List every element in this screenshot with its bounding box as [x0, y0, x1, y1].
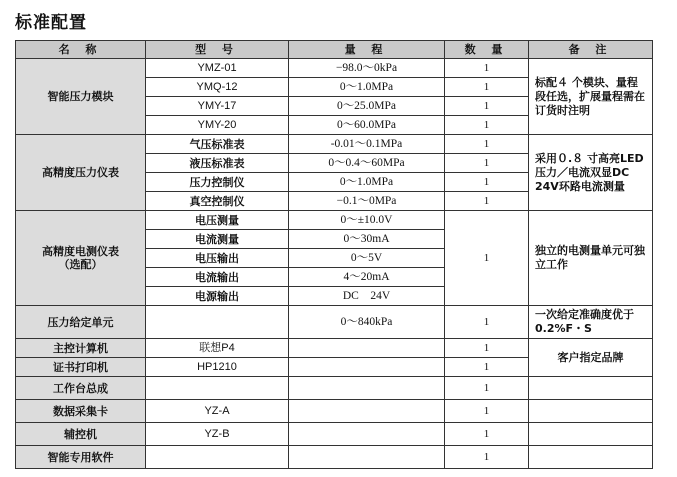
table-row	[16, 339, 653, 358]
table-row	[16, 306, 653, 339]
page-title: 标准配置	[15, 13, 87, 33]
model-cell: 电压输出	[146, 249, 289, 268]
quantity-cell: 1	[445, 78, 529, 97]
range-cell: -0.01～0.1MPa	[289, 135, 445, 154]
header-quantity: 数 量	[445, 41, 529, 59]
header-note: 备 注	[529, 41, 653, 59]
header-range: 量 程	[289, 41, 445, 59]
range-cell: 4～20mA	[289, 268, 445, 287]
model-cell: 压力控制仪	[146, 173, 289, 192]
range-cell	[289, 339, 445, 358]
note-cell: 一次给定准确度优于0.2%F・S	[529, 306, 653, 339]
range-cell: 0～25.0MPa	[289, 97, 445, 116]
quantity-cell: 1	[445, 116, 529, 135]
category-cell: 工作台总成	[16, 377, 146, 400]
header-model: 型 号	[146, 41, 289, 59]
range-cell: −0.1～0MPa	[289, 192, 445, 211]
model-cell: 液压标准表	[146, 154, 289, 173]
quantity-cell: 1	[445, 377, 529, 400]
model-cell: YZ-A	[146, 400, 289, 423]
category-name: 高精度电测仪表	[42, 245, 119, 258]
model-cell: YMY-20	[146, 116, 289, 135]
range-cell: −98.0～0kPa	[289, 59, 445, 78]
range-cell: 0～1.0MPa	[289, 173, 445, 192]
model-cell	[146, 446, 289, 469]
range-cell	[289, 446, 445, 469]
model-cell: 气压标准表	[146, 135, 289, 154]
range-cell: 0～5V	[289, 249, 445, 268]
category-cell: 智能压力模块	[16, 59, 146, 135]
model-cell: 真空控制仪	[146, 192, 289, 211]
model-cell: 电流输出	[146, 268, 289, 287]
range-cell: DC 24V	[289, 287, 445, 306]
quantity-cell: 1	[445, 135, 529, 154]
category-cell	[16, 211, 146, 306]
category-cell: 数据采集卡	[16, 400, 146, 423]
category-optional-label: （选配）	[58, 258, 103, 271]
header-row	[16, 41, 653, 59]
quantity-cell: 1	[445, 97, 529, 116]
model-cell: HP1210	[146, 358, 289, 377]
category-cell: 高精度压力仪表	[16, 135, 146, 211]
model-cell: 电源输出	[146, 287, 289, 306]
quantity-cell: 1	[445, 59, 529, 78]
table-row	[16, 377, 653, 400]
standard-config-table	[15, 40, 653, 469]
quantity-cell: 1	[445, 400, 529, 423]
table-row	[16, 59, 653, 78]
range-cell: 0～60.0MPa	[289, 116, 445, 135]
range-cell: 0～840kPa	[289, 306, 445, 339]
range-cell: 0～30mA	[289, 230, 445, 249]
model-cell: YZ-B	[146, 423, 289, 446]
category-cell: 证书打印机	[16, 358, 146, 377]
note-cell: 客户指定品牌	[529, 339, 653, 377]
quantity-cell: 1	[445, 192, 529, 211]
range-cell	[289, 358, 445, 377]
quantity-cell: 1	[445, 358, 529, 377]
note-cell: 采用０.８ 寸高亮LED压力／电流双显DC 24V环路电流测量	[529, 135, 653, 211]
header-name: 名 称	[16, 41, 146, 59]
table-row	[16, 400, 653, 423]
range-cell: 0～1.0MPa	[289, 78, 445, 97]
model-cell	[146, 306, 289, 339]
quantity-cell: 1	[445, 306, 529, 339]
range-cell	[289, 377, 445, 400]
range-cell	[289, 423, 445, 446]
model-cell: 电流测量	[146, 230, 289, 249]
model-cell: 联想P4	[146, 339, 289, 358]
note-cell	[529, 377, 653, 400]
category-cell: 压力给定单元	[16, 306, 146, 339]
quantity-cell: 1	[445, 339, 529, 358]
model-cell: YMY-17	[146, 97, 289, 116]
note-cell: 独立的电测量单元可独立工作	[529, 211, 653, 306]
table-row	[16, 211, 653, 230]
note-cell	[529, 400, 653, 423]
model-cell: 电压测量	[146, 211, 289, 230]
quantity-cell: 1	[445, 423, 529, 446]
quantity-cell: 1	[445, 446, 529, 469]
note-cell: 标配４ 个模块、量程段任选，扩展量程需在订货时注明	[529, 59, 653, 135]
category-cell: 辅控机	[16, 423, 146, 446]
model-cell: YMQ-12	[146, 78, 289, 97]
quantity-cell: 1	[445, 211, 529, 306]
table-row	[16, 135, 653, 154]
range-cell: 0～0.4～60MPa	[289, 154, 445, 173]
table-row	[16, 423, 653, 446]
table-row	[16, 446, 653, 469]
note-cell	[529, 423, 653, 446]
quantity-cell: 1	[445, 173, 529, 192]
quantity-cell: 1	[445, 154, 529, 173]
model-cell: YMZ-01	[146, 59, 289, 78]
range-cell: 0～±10.0V	[289, 211, 445, 230]
range-cell	[289, 400, 445, 423]
model-cell	[146, 377, 289, 400]
category-cell: 智能专用软件	[16, 446, 146, 469]
note-cell	[529, 446, 653, 469]
category-cell: 主控计算机	[16, 339, 146, 358]
